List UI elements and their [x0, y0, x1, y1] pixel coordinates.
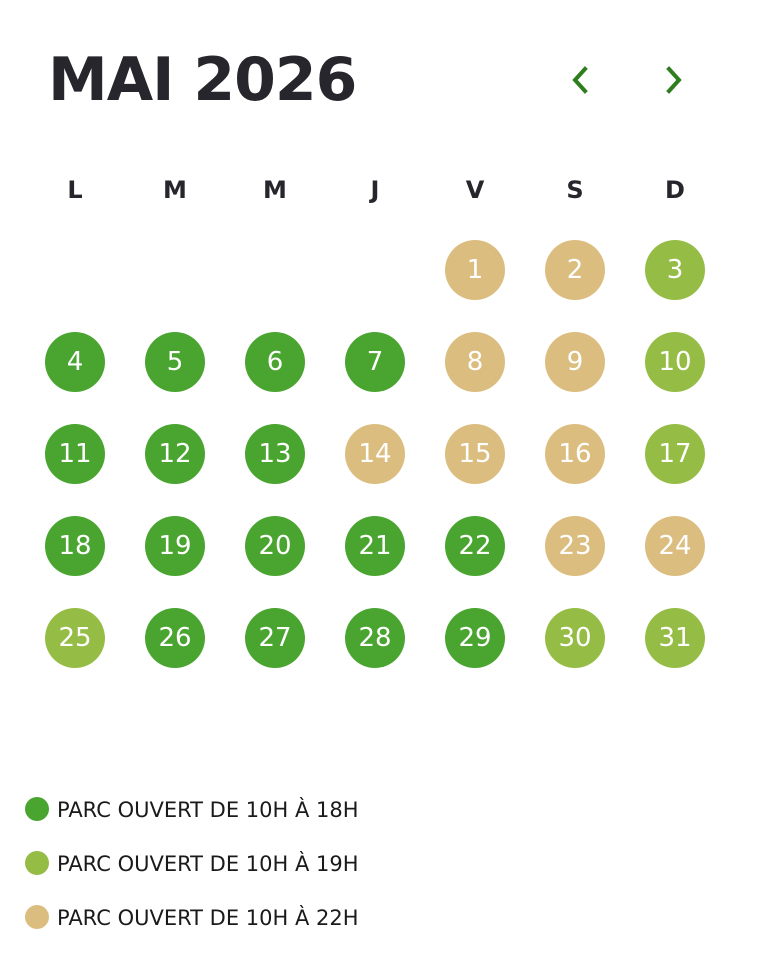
- legend-label: PARC OUVERT DE 10H À 19H: [57, 852, 359, 876]
- weekday-wednesday: M: [263, 176, 287, 204]
- day-cell-31[interactable]: 31: [645, 608, 705, 668]
- day-cell-9[interactable]: 9: [545, 332, 605, 392]
- legend-label: PARC OUVERT DE 10H À 18H: [57, 798, 359, 822]
- day-cell-23[interactable]: 23: [545, 516, 605, 576]
- legend-item-10h-19h: [25, 844, 625, 874]
- weekday-sunday: D: [665, 176, 685, 204]
- day-cell-8[interactable]: 8: [445, 332, 505, 392]
- weekday-friday: V: [465, 176, 485, 204]
- day-cell-26[interactable]: 26: [145, 608, 205, 668]
- day-cell-12[interactable]: 12: [145, 424, 205, 484]
- day-cell-30[interactable]: 30: [545, 608, 605, 668]
- month-title: MAI 2026: [48, 45, 357, 115]
- day-cell-5[interactable]: 5: [145, 332, 205, 392]
- legend-label: PARC OUVERT DE 10H À 22H: [57, 906, 359, 930]
- weekday-monday: L: [67, 176, 83, 204]
- day-cell-6[interactable]: 6: [245, 332, 305, 392]
- day-cell-22[interactable]: 22: [445, 516, 505, 576]
- day-cell-28[interactable]: 28: [345, 608, 405, 668]
- day-cell-25[interactable]: 25: [45, 608, 105, 668]
- day-cell-4[interactable]: 4: [45, 332, 105, 392]
- day-cell-20[interactable]: 20: [245, 516, 305, 576]
- day-cell-27[interactable]: 27: [245, 608, 305, 668]
- day-cell-16[interactable]: 16: [545, 424, 605, 484]
- day-cell-3[interactable]: 3: [645, 240, 705, 300]
- day-cell-29[interactable]: 29: [445, 608, 505, 668]
- legend-dot-beige: [25, 905, 49, 929]
- legend-dot-green: [25, 797, 49, 821]
- day-cell-11[interactable]: 11: [45, 424, 105, 484]
- legend-item-10h-18h: [25, 790, 625, 820]
- day-cell-10[interactable]: 10: [645, 332, 705, 392]
- day-cell-24[interactable]: 24: [645, 516, 705, 576]
- day-cell-7[interactable]: 7: [345, 332, 405, 392]
- day-cell-13[interactable]: 13: [245, 424, 305, 484]
- day-cell-14[interactable]: 14: [345, 424, 405, 484]
- day-cell-19[interactable]: 19: [145, 516, 205, 576]
- legend-dot-light-green: [25, 851, 49, 875]
- weekday-tuesday: M: [163, 176, 187, 204]
- weekday-thursday: J: [370, 176, 380, 204]
- day-cell-17[interactable]: 17: [645, 424, 705, 484]
- day-cell-1[interactable]: 1: [445, 240, 505, 300]
- day-cell-2[interactable]: 2: [545, 240, 605, 300]
- day-cell-21[interactable]: 21: [345, 516, 405, 576]
- legend-item-10h-22h: [25, 898, 625, 928]
- day-cell-15[interactable]: 15: [445, 424, 505, 484]
- weekday-saturday: S: [566, 176, 584, 204]
- day-cell-18[interactable]: 18: [45, 516, 105, 576]
